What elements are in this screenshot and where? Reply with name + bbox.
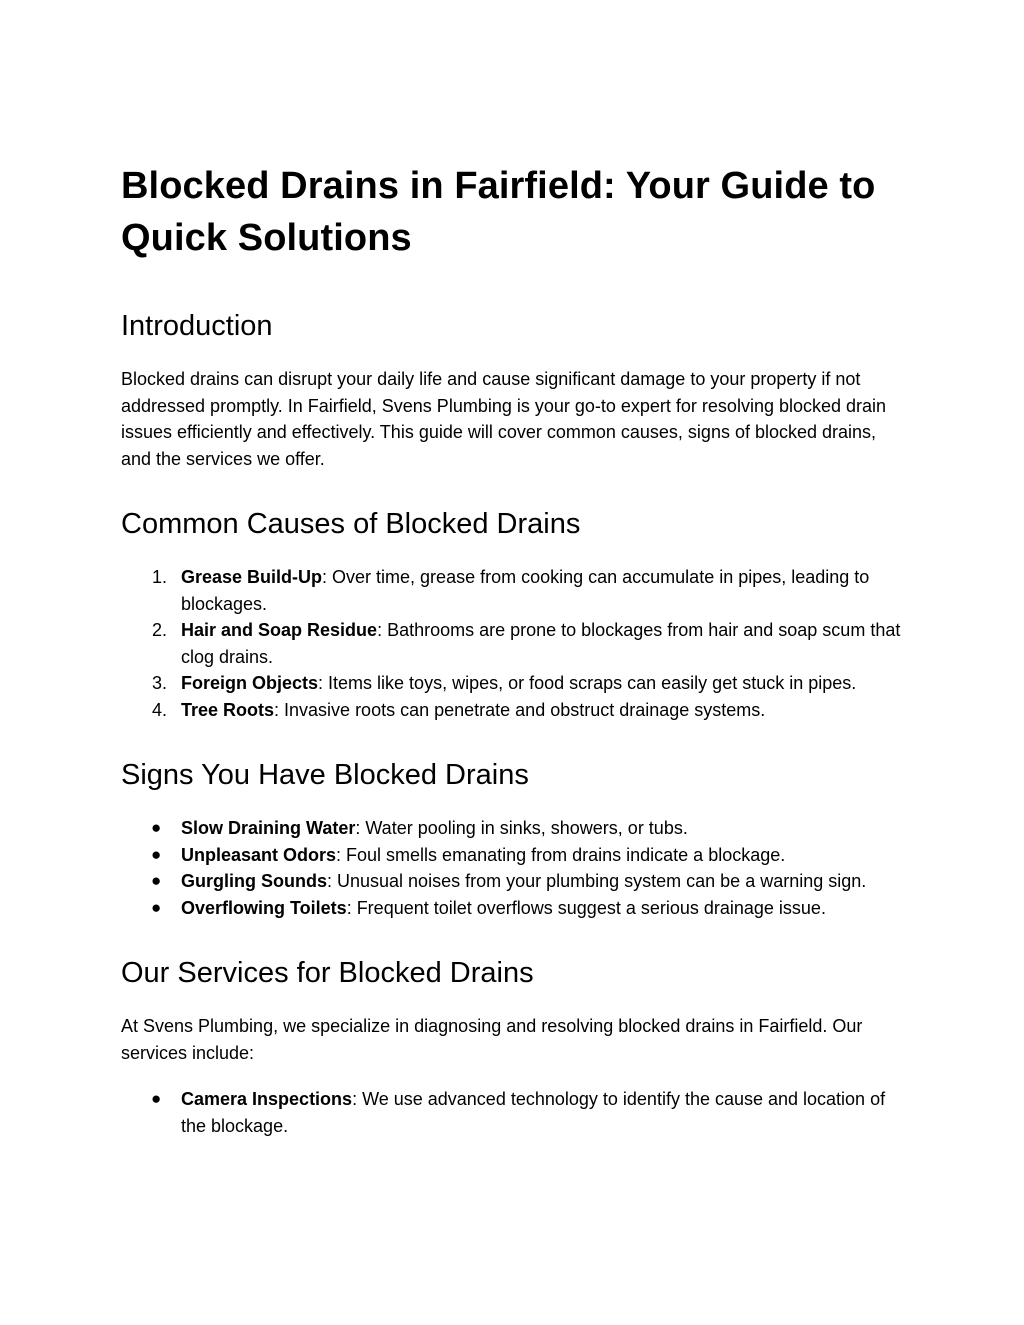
item-term: Foreign Objects (181, 673, 319, 693)
item-term: Tree Roots (181, 699, 275, 720)
page-title: Blocked Drains in Fairfield: Your Guide to Quick Solutions (121, 165, 876, 259)
list-number: 2. (151, 620, 167, 640)
list-item (121, 1086, 911, 1139)
list-item (121, 697, 911, 724)
bullet-icon: ● (151, 897, 162, 917)
signs-heading: Signs You Have Blocked Drains (121, 759, 529, 791)
list-item (121, 670, 911, 697)
list-item (121, 617, 911, 670)
item-term: Hair and Soap Residue (181, 620, 378, 640)
document-content (121, 160, 911, 1139)
item-term: Gurgling Sounds (181, 871, 327, 891)
list-item (121, 564, 911, 617)
introduction-heading: Introduction (121, 310, 273, 342)
item-description: : Invasive roots can penetrate and obstruct drainage systems. (274, 699, 766, 720)
bullet-icon: ● (151, 1089, 162, 1108)
list-item (121, 842, 911, 869)
item-description: : Foul smells emanating from drains indicate a blockage. (336, 844, 786, 865)
item-term: Unpleasant Odors (181, 844, 337, 865)
bullet-icon: ● (151, 818, 162, 837)
signs-list (121, 815, 911, 921)
item-term: Slow Draining Water (181, 818, 356, 838)
item-description: : Over time, grease from cooking can accumulate in pipes, leading to blockages. (181, 567, 870, 614)
causes-heading: Common Causes of Blocked Drains (121, 508, 581, 540)
causes-list (121, 564, 911, 723)
bullet-icon: ● (151, 871, 162, 890)
item-description: : Bathrooms are prone to blockages from hair and soap scum that clog drains. (181, 620, 901, 667)
item-description: : Items like toys, wipes, or food scraps can easily get stuck in pipes. (318, 673, 857, 693)
item-description: : Water pooling in sinks, showers, or tubs. (355, 818, 688, 838)
item-term: Overflowing Toilets (181, 897, 347, 918)
list-item (121, 895, 911, 922)
item-term: Grease Build-Up (181, 567, 323, 587)
item-description: : Unusual noises from your plumbing system can be a warning sign. (327, 871, 867, 891)
item-description: : We use advanced technology to identify the cause and location of the blockage. (181, 1089, 886, 1136)
services-list (121, 1086, 911, 1139)
list-number: 1. (151, 567, 167, 587)
introduction-paragraph: Blocked drains can disrupt your daily life and cause significant damage to your property if not addressed promptly. In Fairfield, Svens Plumbing is your go-to expert for resolving blocked drain issues efficiently and effectively. This guide will cover common causes, signs of blocked drains, and the services we offer. (121, 369, 887, 469)
services-heading: Our Services for Blocked Drains (121, 957, 534, 989)
bullet-icon: ● (151, 844, 162, 864)
item-description: : Frequent toilet overflows suggest a serious drainage issue. (346, 897, 826, 918)
list-item (121, 815, 911, 842)
item-term: Camera Inspections (181, 1089, 353, 1109)
list-item (121, 868, 911, 895)
list-number: 4. (151, 699, 167, 720)
list-number: 3. (151, 673, 167, 693)
services-paragraph: At Svens Plumbing, we specialize in diagnosing and resolving blocked drains in Fairfield. Our services include: (121, 1016, 863, 1063)
